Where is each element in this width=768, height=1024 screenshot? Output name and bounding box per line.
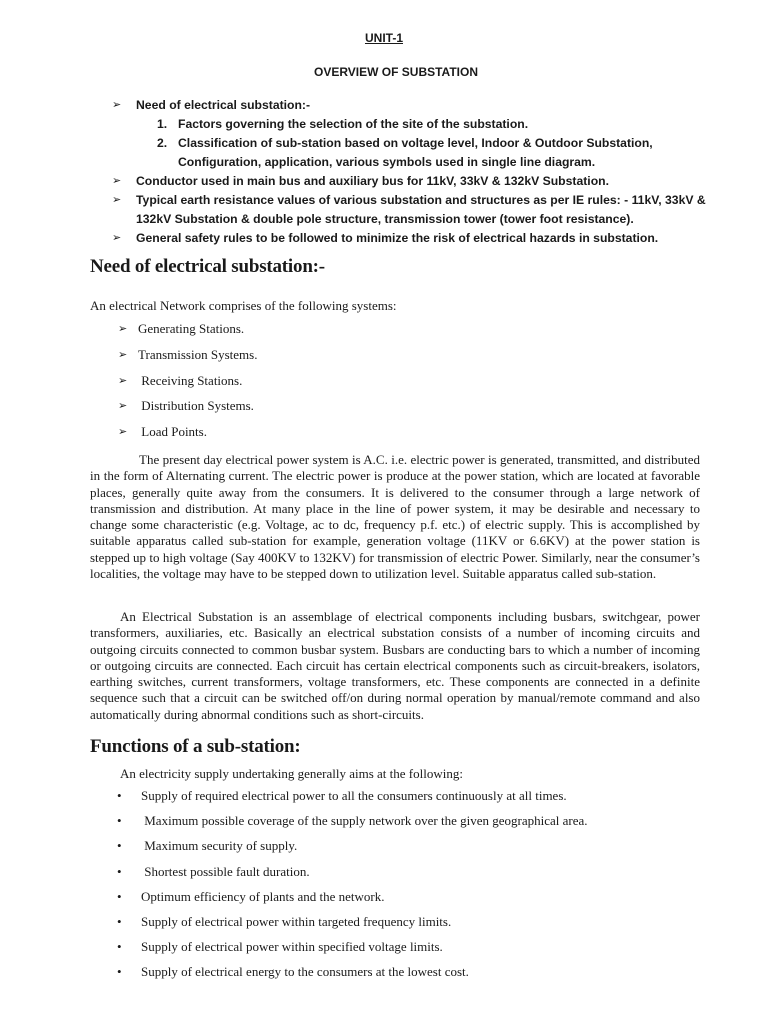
syllabus-item-text: Need of electrical substation:- — [136, 98, 311, 112]
arrow-bullet-icon: ➢ — [112, 232, 122, 244]
list-item-text: Load Points. — [138, 424, 207, 440]
bullet-icon: • — [117, 888, 122, 904]
list-item-text: Distribution Systems. — [138, 398, 254, 414]
bullet-icon: • — [117, 939, 122, 955]
need-section-heading: Need of electrical substation:- — [90, 256, 325, 277]
overview-title: OVERVIEW OF SUBSTATION — [313, 65, 478, 79]
list-item — [117, 889, 588, 914]
list-item-text: Generating Stations. — [138, 321, 245, 336]
syllabus-item-text: 132kV Substation & double pole structure, transmission tower (tower foot resistance). — [136, 212, 634, 226]
syllabus-subitem-text: Classification of sub-station based on voltage level, Indoor & Outdoor Substation, — [178, 136, 653, 150]
network-intro: An electrical Network comprises of the following systems: — [90, 298, 397, 313]
syllabus-subitem — [112, 115, 722, 134]
arrow-bullet-icon: ➢ — [118, 374, 128, 387]
power-system-paragraph: The present day electrical power system is A.C. i.e. electric power is generated, transmitted, and distributed in the form of Alternating current. The electric power is produce at the power station, which are located at favorable places, generally quite away from the consumers. It is delivered to the consumer through a large network of transmission and distribution. At many place in the line of power system, it may be desirable and necessary to change some characteristic (e.g. Voltage, ac to dc, frequency p.f. etc.) of electric supply. This is accomplished by suitable apparatus called sub-station for example, generation voltage (11KV or 6.6KV) at the power station is stepped up to high voltage (Say 400KV to 132KV) for transmission of electric Power. Similarly, near the consumer’s localities, the voltage may have to be stepped down to utilization level. Suitable apparatus called sub-station. — [90, 452, 700, 582]
subitem-number: 1. — [157, 117, 168, 131]
syllabus-item-text: Conductor used in main bus and auxiliary bus for 11kV, 33kV & 132kV Substation. — [136, 174, 609, 188]
syllabus-subitem — [112, 134, 722, 153]
list-item — [118, 321, 257, 347]
functions-intro: An electricity supply undertaking generally aims at the following: — [120, 766, 463, 781]
bullet-icon: • — [117, 913, 122, 929]
bullet-icon: • — [117, 813, 122, 829]
functions-list — [117, 788, 588, 990]
substation-definition-paragraph: An Electrical Substation is an assemblage of electrical components including busbars, switchgear, power transformers, auxiliaries, etc. Basically an electrical substation consists of a number of incoming circuits and outgoing circuits connected to common busbar system. Busbars are conducting bars to which a number of incoming or outgoing circuits are connected. Each circuit has certain electrical components such as circuit-breakers, isolators, earthing switches, current transformers, voltage transformers, etc. These components are connected in a definite sequence such that a circuit can be switched off/on during normal operation by manual/remote command and also automatically during abnormal conditions such as short-circuits. — [90, 609, 700, 722]
syllabus-item — [112, 229, 722, 248]
syllabus-list — [112, 96, 722, 248]
syllabus-subitem-text: Factors governing the selection of the site of the substation. — [178, 117, 529, 131]
list-item-text: Supply of required electrical power to all the consumers continuously at all times. — [141, 788, 567, 803]
arrow-bullet-icon: ➢ — [118, 348, 128, 361]
functions-section-heading: Functions of a sub-station: — [90, 736, 301, 757]
subitem-number: 2. — [157, 136, 168, 150]
syllabus-subitem-text: Configuration, application, various symbols used in single line diagram. — [178, 155, 596, 169]
syllabus-item — [112, 172, 722, 191]
syllabus-item-continuation — [112, 210, 722, 229]
arrow-bullet-icon: ➢ — [118, 426, 128, 439]
syllabus-item — [112, 191, 722, 210]
list-item — [117, 838, 588, 863]
list-item — [117, 788, 588, 813]
systems-list — [118, 321, 257, 450]
bullet-icon: • — [117, 964, 122, 980]
list-item — [117, 813, 588, 838]
list-item — [118, 398, 257, 424]
list-item — [118, 424, 257, 450]
list-item — [117, 914, 588, 939]
list-item — [117, 964, 588, 989]
bullet-icon: • — [117, 838, 122, 854]
list-item-text: Supply of electrical energy to the consumers at the lowest cost. — [141, 964, 469, 980]
list-item — [118, 347, 257, 373]
list-item — [118, 373, 257, 399]
syllabus-item — [112, 96, 722, 115]
arrow-bullet-icon: ➢ — [112, 99, 122, 111]
list-item-text: Transmission Systems. — [138, 346, 258, 362]
list-item-text: Maximum security of supply. — [141, 838, 298, 854]
syllabus-subitem-continuation — [112, 153, 722, 172]
syllabus-item-text: Typical earth resistance values of various substation and structures as per IE rules: - 11kV, 33kV & — [136, 193, 706, 207]
arrow-bullet-icon: ➢ — [118, 400, 128, 413]
syllabus-item-text: General safety rules to be followed to minimize the risk of electrical hazards in substation. — [136, 231, 659, 245]
list-item — [117, 864, 588, 889]
bullet-icon: • — [117, 788, 122, 803]
list-item-text: Supply of electrical power within targeted frequency limits. — [141, 913, 452, 929]
list-item-text: Optimum efficiency of plants and the network. — [141, 888, 385, 904]
unit-title: UNIT-1 — [364, 31, 403, 45]
list-item — [117, 939, 588, 964]
list-item-text: Shortest possible fault duration. — [141, 863, 310, 879]
bullet-icon: • — [117, 863, 122, 879]
list-item-text: Receiving Stations. — [138, 372, 243, 388]
list-item-text: Maximum possible coverage of the supply network over the given geographical area. — [141, 813, 588, 829]
list-item-text: Supply of electrical power within specified voltage limits. — [141, 939, 443, 955]
arrow-bullet-icon: ➢ — [112, 175, 122, 187]
arrow-bullet-icon: ➢ — [118, 323, 128, 335]
arrow-bullet-icon: ➢ — [112, 194, 122, 206]
